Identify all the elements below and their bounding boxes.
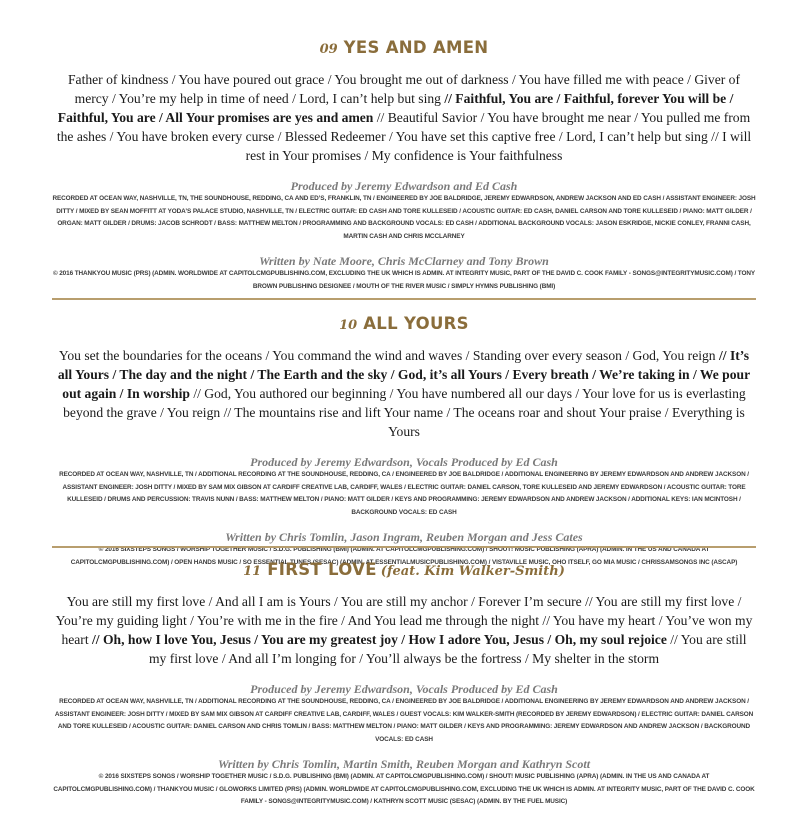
lyrics-chorus: // Oh, how I love You, Jesus / You are my greatest joy / How I adore You, Jesus / Oh, my soul rejoice: [92, 632, 667, 647]
lyrics-text: Father of kindness / You have poured out grace / You brought me out of darkness / You have filled me with peace / Giver of mercy / You’re my help in time of need / Lord, I can’t help but sing: [67, 72, 741, 106]
producer-credit: Produced by Jeremy Edwardson and Ed Cash: [290, 179, 518, 193]
track-number: 10: [339, 318, 358, 333]
section-divider: [52, 546, 756, 548]
recording-credits: RECORDED AT OCEAN WAY, NASHVILLE, TN / ADDITIONAL RECORDING AT THE SOUNDHOUSE, REDDING, CA / ENGINEERED BY JOE BALDRIDGE / ADDITIONAL ENGINEERING BY JEREMY EDWARDSON AND ANDREW JACKSON / ASSISTANT ENGINEER: JOSH DITTY / MIXED BY SAM MIX GIBSON AT CARDIFF CREATIVE LAB, CARDIFF, WALES / GUEST VOCALS: KIM WALKER-SMITH (RECORDED BY JEREMY EDWARDSON) / ELECTRIC GUITAR: DANIEL CARSON AND TORE KULLESEID / ACOUSTIC GUITAR: DANIEL CARSON AND CHRIS TOMLIN / BASS: MATTHEW MELTON / PIANO: MATT GILDER / KEYS AND PROGRAMMING: JEREMY EDWARDSON AND ANDREW JACKSON / BACKGROUND VOCALS: ED CASH: [54, 698, 754, 743]
song-title-row: [52, 562, 756, 579]
lyrics: [52, 346, 756, 441]
track-number: 09: [319, 42, 338, 57]
lyrics-chorus: // It’s all Yours / The day and the night / The Earth and the sky / God, it’s all Yours / Every breath / We’re taking in / We pour out again / In worship: [57, 348, 751, 401]
recording-credits: RECORDED AT OCEAN WAY, NASHVILLE, TN / ADDITIONAL RECORDING AT THE SOUNDHOUSE, REDDING, CA / ENGINEERED BY JOE BALDRIDGE / ADDITIONAL ENGINEERING BY JEREMY EDWARDSON AND ANDREW JACKSON / ASSISTANT ENGINEER: JOSH DITTY / MIXED BY SAM MIX GIBSON AT CARDIFF CREATIVE LAB, CARDIFF, WALES / ELECTRIC GUITAR: DANIEL CARSON, TORE KULLESEID AND JEREMY EDWARDSON / ACOUSTIC GUITAR: TORE KULLESEID / DRUMS AND PERCUSSION: TRAVIS NUNN / BASS: MATTHEW MELTON / PIANO: MATT GILDER / KEYS AND PROGRAMMING: JEREMY EDWARDSON AND ANDREW JACKSON / ADDITIONAL KEYS: IAN MCINTOSH / BACKGROUND VOCALS: ED CASH: [59, 471, 749, 516]
song-section: [52, 316, 756, 569]
lyrics-text: You are still my first love / And all I am is Yours / You are still my anchor / Forever I’m secure // You are still my first love / You’re my guiding light / You’re with me in the fire / And You lead me through the night // You have my heart / You’ve won my heart: [55, 594, 753, 647]
writer-credit: Written by Chris Tomlin, Martin Smith, Reuben Morgan and Kathryn Scott: [217, 757, 591, 771]
publishing-credits: © 2016 SIXSTEPS SONGS / WORSHIP TOGETHER MUSIC / S.D.G. PUBLISHING (BMI) (ADMIN. AT CAPITOLCMGPUBLISHING.COM) / SHOUT! MUSIC PUBLISHING (APRA) (ADMIN. IN THE US AND CANADA AT CAPITOLCMGPUBLISHING.COM) / THANKYOU MUSIC / GLOWORKS LIMITED (PRS) (ADMIN. WORLDWIDE AT CAPITOLCMGPUBLISHING.COM, EXCLUDING THE UK WHICH IS ADMIN. AT INTEGRITY MUSIC, PART OF THE DAVID C. COOK FAMILY - SONGS@INTEGRITYMUSIC.COM) / KATHRYN SCOTT MUSIC (SESAC) (ADMIN. BY THE FUEL MUSIC): [53, 773, 755, 805]
song-section: [52, 40, 756, 293]
featured-artist: (feat. Kim Walker-Smith): [380, 564, 565, 579]
song-title: FIRST LOVE: [267, 560, 377, 579]
lyrics: [52, 70, 756, 165]
writer-credit: Written by Chris Tomlin, Jason Ingram, Reuben Morgan and Jess Cates: [225, 530, 583, 544]
writer-credit: Written by Nate Moore, Chris McClarney and Tony Brown: [259, 254, 549, 268]
section-divider: [52, 298, 756, 300]
publishing-credits: © 2016 THANKYOU MUSIC (PRS) (ADMIN. WORLDWIDE AT CAPITOLCMGPUBLISHING.COM, EXCLUDING THE UK WHICH IS ADMIN. AT INTEGRITY MUSIC, PART OF THE DAVID C. COOK FAMILY - SONGS@INTEGRITYMUSIC.COM) / TONY BROWN PUBLISHING DESIGNEE / MOUTH OF THE RIVER MUSIC / SIMPLY HYMNS PUBLISHING (BMI): [52, 270, 756, 290]
lyrics-chorus: // Faithful, You are / Faithful, forever You will be / Faithful, You are / All Your promises are yes and amen: [57, 91, 734, 125]
lyrics-text: // You are still my first love / And all I’m longing for / You’ll always be the fortress / My shelter in the storm: [148, 632, 747, 666]
lyrics-text: You set the boundaries for the oceans / You command the wind and waves / Standing over every season / God, You reign: [58, 348, 719, 363]
song-section: [52, 562, 756, 809]
lyrics-text: // Beautiful Savior / You have brought me near / You pulled me from the ashes / You have broken every curse / Blessed Redeemer / You have set this captive free / Lord, I can’t help but sing // I will rest in Your promises / My confidence is Your faithfulness: [56, 110, 752, 163]
recording-credits: RECORDED AT OCEAN WAY, NASHVILLE, TN, THE SOUNDHOUSE, REDDING, CA AND ED’S, FRANKLIN, TN / ENGINEERED BY JOE BALDRIDGE, JEREMY EDWARDSON, ANDREW JACKSON AND ED CASH / ASSISTANT ENGINEER: JOSH DITTY / MIXED BY SEAN MOFFITT AT YODA’S PALACE STUDIO, NASHVILLE, TN / ELECTRIC GUITAR: ED CASH AND TORE KULLESEID / ACOUSTIC GUITAR: ED CASH, DANIEL CARSON AND TORE KULLESEID / PIANO: MATT GILDER / ORGAN: MATT GILDER / DRUMS: JACOB SCHRODT / BASS: MATTHEW MELTON / PROGRAMMING AND BACKGROUND VOCALS: ED CASH / ADDITIONAL BACKGROUND VOCALS: JASON ESKRIDGE, NICKIE CONLEY, FRANNI CASH, MARTIN CASH AND CHRIS MCCLARNEY: [52, 195, 756, 240]
lyrics: [52, 592, 756, 668]
song-title: ALL YOURS: [363, 314, 469, 333]
producer-credit: Produced by Jeremy Edwardson, Vocals Produced by Ed Cash: [250, 455, 558, 469]
song-title-row: [52, 316, 756, 333]
track-number: 11: [243, 564, 262, 579]
lyrics-text: // God, You authored our beginning / You have numbered all our days / Your love for us is everlasting beyond the grave / You reign // The mountains rise and lift Your name / The oceans roar and shout Your praise / Everything is Yours: [63, 386, 746, 439]
publishing-credits: © 2016 SIXSTEPS SONGS / WORSHIP TOGETHER MUSIC / S.D.G. PUBLISHING (BMI) (ADMIN. AT CAPITOLCMGPUBLISHING.COM) / SHOUT! MUSIC PUBLISHING (APRA) (ADMIN. IN THE US AND CANADA AT CAPITOLCMGPUBLISHING.COM) / OPEN HANDS MUSIC / SO ESSENTIAL TUNES (SESAC) (ADMIN. AT ESSENTIALMUSICPUBLISHING.COM) / VISTAVILLE MUSIC, OHO ITSELF, GO MIA MUSIC / CHRISSAMSONGS INC (ASCAP): [70, 546, 738, 566]
producer-credit: Produced by Jeremy Edwardson, Vocals Produced by Ed Cash: [250, 682, 558, 696]
song-title: YES AND AMEN: [343, 38, 489, 57]
song-title-row: [52, 40, 756, 57]
